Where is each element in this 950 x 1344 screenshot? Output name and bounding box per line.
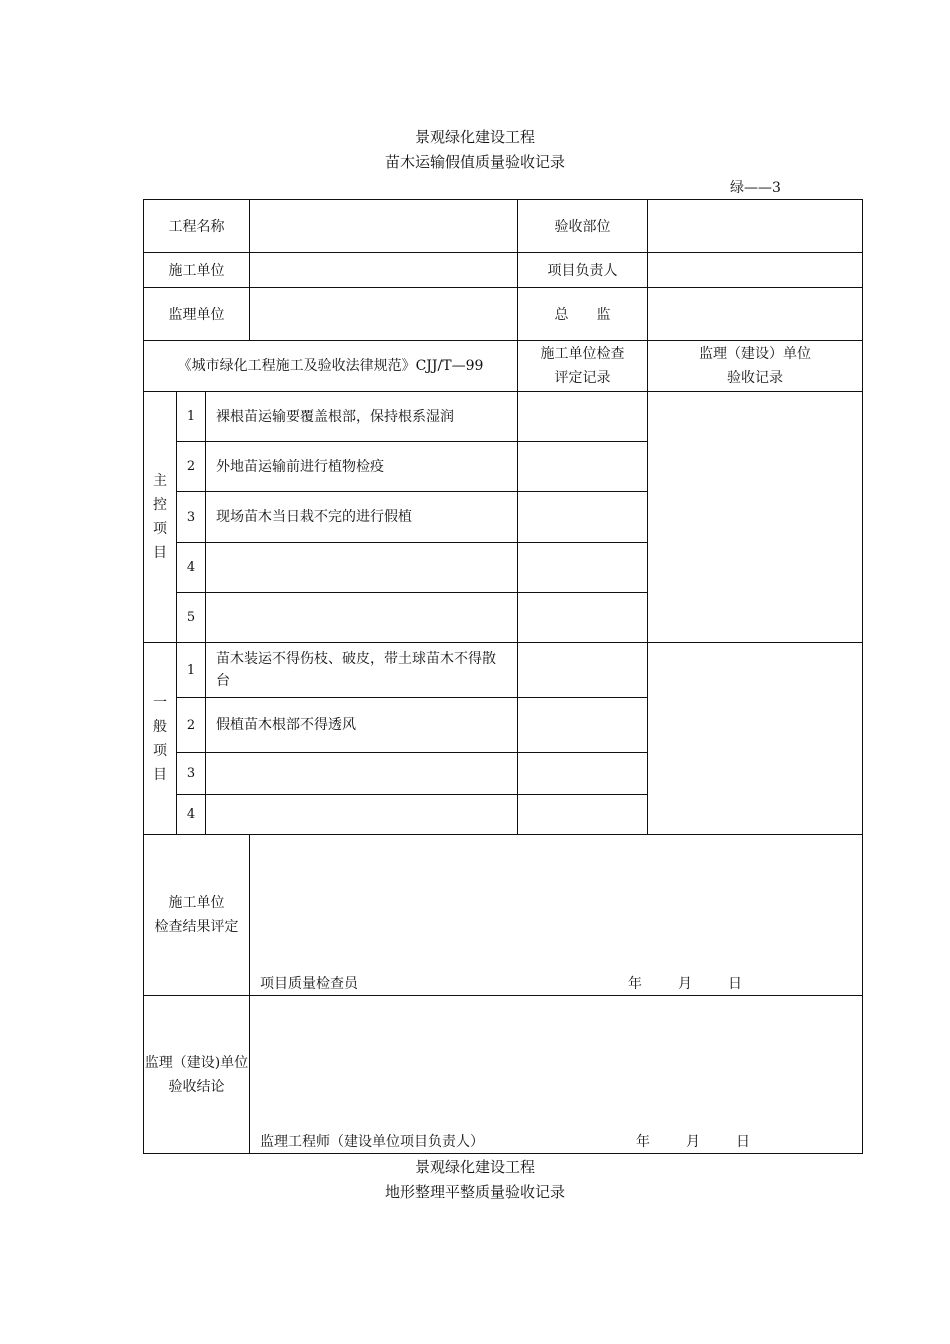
general-item-number: 3 <box>177 753 206 795</box>
main-item-check-cell[interactable] <box>518 392 648 442</box>
main-item-number: 1 <box>177 392 206 442</box>
standard-header: 《城市绿化工程施工及验收法律规范》CJJ/T—99 <box>144 341 518 392</box>
general-item-check-cell[interactable] <box>518 643 648 698</box>
supervision-day-label: 日 <box>736 1133 750 1150</box>
construction-unit-label: 施工单位 <box>144 253 250 288</box>
construction-check-header-line2: 评定记录 <box>554 370 611 386</box>
supervision-header-line1: 监理（建设）单位 <box>699 346 811 362</box>
main-item-text: 裸根苗运输要覆盖根部，保持根系湿润 <box>206 392 518 442</box>
general-item-text: 假植苗木根部不得透风 <box>206 698 518 753</box>
project-manager-field[interactable] <box>648 253 863 288</box>
construction-check-header-line1: 施工单位检查 <box>540 346 625 362</box>
document-title-2: 苗木运输假值质量验收记录 <box>384 153 565 171</box>
supervision-result-label <box>144 996 250 1154</box>
chief-supervisor-field[interactable] <box>648 288 863 341</box>
main-item-number: 3 <box>177 492 206 543</box>
construction-year-label: 年 <box>628 975 642 992</box>
general-item-text <box>206 795 518 835</box>
construction-signer-label: 项目质量检查员 <box>260 975 358 992</box>
supervision-unit-field[interactable] <box>250 288 518 341</box>
supervision-header <box>648 341 863 392</box>
supervision-result-label-line2: 验收结论 <box>168 1078 225 1095</box>
main-item-number: 2 <box>177 442 206 492</box>
acceptance-part-field[interactable] <box>648 200 863 253</box>
main-item-text <box>206 593 518 643</box>
supervision-month-label: 月 <box>686 1133 700 1150</box>
main-items-label-char: 目 <box>153 545 167 561</box>
construction-check-header <box>518 341 648 392</box>
project-manager-label: 项目负责人 <box>518 253 648 288</box>
document-title-1: 景观绿化建设工程 <box>414 128 535 146</box>
general-item-number: 2 <box>177 698 206 753</box>
general-item-text <box>206 753 518 795</box>
main-items-label <box>144 392 177 643</box>
construction-day-label: 日 <box>728 975 742 992</box>
project-name-field[interactable] <box>250 200 518 253</box>
general-items-label-char: 一 <box>153 694 167 711</box>
general-items-label <box>144 643 177 835</box>
general-items-label-char: 项 <box>153 742 167 759</box>
general-items-label-char: 般 <box>153 718 167 735</box>
main-items-label-char: 主 <box>153 473 167 489</box>
main-items-label-char: 项 <box>153 521 167 537</box>
supervision-header-line2: 验收记录 <box>727 370 783 386</box>
construction-month-label: 月 <box>678 975 692 992</box>
construction-result-label-line2: 检查结果评定 <box>154 919 239 935</box>
main-items-label-char: 控 <box>153 497 167 513</box>
chief-supervisor-label: 总 监 <box>518 288 648 341</box>
construction-unit-field[interactable] <box>250 253 518 288</box>
main-item-check-cell[interactable] <box>518 442 648 492</box>
next-document-title-1: 景观绿化建设工程 <box>414 1158 535 1176</box>
general-item-number: 4 <box>177 795 206 835</box>
acceptance-part-label: 验收部位 <box>518 200 648 253</box>
main-item-number: 5 <box>177 593 206 643</box>
main-item-check-cell[interactable] <box>518 492 648 543</box>
form-code: 绿——3 <box>730 180 781 196</box>
supervision-result-label-line1: 监理（建设)单位 <box>144 1054 249 1071</box>
main-item-text: 现场苗木当日栽不完的进行假植 <box>206 492 518 543</box>
construction-result-label <box>144 835 250 996</box>
general-item-check-cell[interactable] <box>518 753 648 795</box>
supervision-result-area[interactable] <box>250 996 863 1154</box>
acceptance-form-table <box>143 199 863 1154</box>
main-item-check-cell[interactable] <box>518 543 648 593</box>
main-item-text: 外地苗运输前进行植物检疫 <box>206 442 518 492</box>
construction-result-label-line1: 施工单位 <box>168 895 225 911</box>
general-items-label-char: 目 <box>153 766 167 783</box>
supervision-signer-label: 监理工程师（建设单位项目负责人） <box>260 1133 484 1150</box>
general-items-supervision-cell[interactable] <box>648 643 863 835</box>
main-item-check-cell[interactable] <box>518 593 648 643</box>
construction-result-area[interactable] <box>250 835 863 996</box>
supervision-year-label: 年 <box>636 1133 650 1150</box>
project-name-label: 工程名称 <box>144 200 250 253</box>
main-item-number: 4 <box>177 543 206 593</box>
general-item-number: 1 <box>177 643 206 698</box>
general-item-text: 苗木装运不得伤枝、破皮，带土球苗木不得散台 <box>206 643 518 698</box>
main-item-text <box>206 543 518 593</box>
main-items-supervision-cell[interactable] <box>648 392 863 643</box>
next-document-title-2: 地形整理平整质量验收记录 <box>384 1183 565 1201</box>
supervision-unit-label: 监理单位 <box>144 288 250 341</box>
general-item-check-cell[interactable] <box>518 698 648 753</box>
general-item-check-cell[interactable] <box>518 795 648 835</box>
